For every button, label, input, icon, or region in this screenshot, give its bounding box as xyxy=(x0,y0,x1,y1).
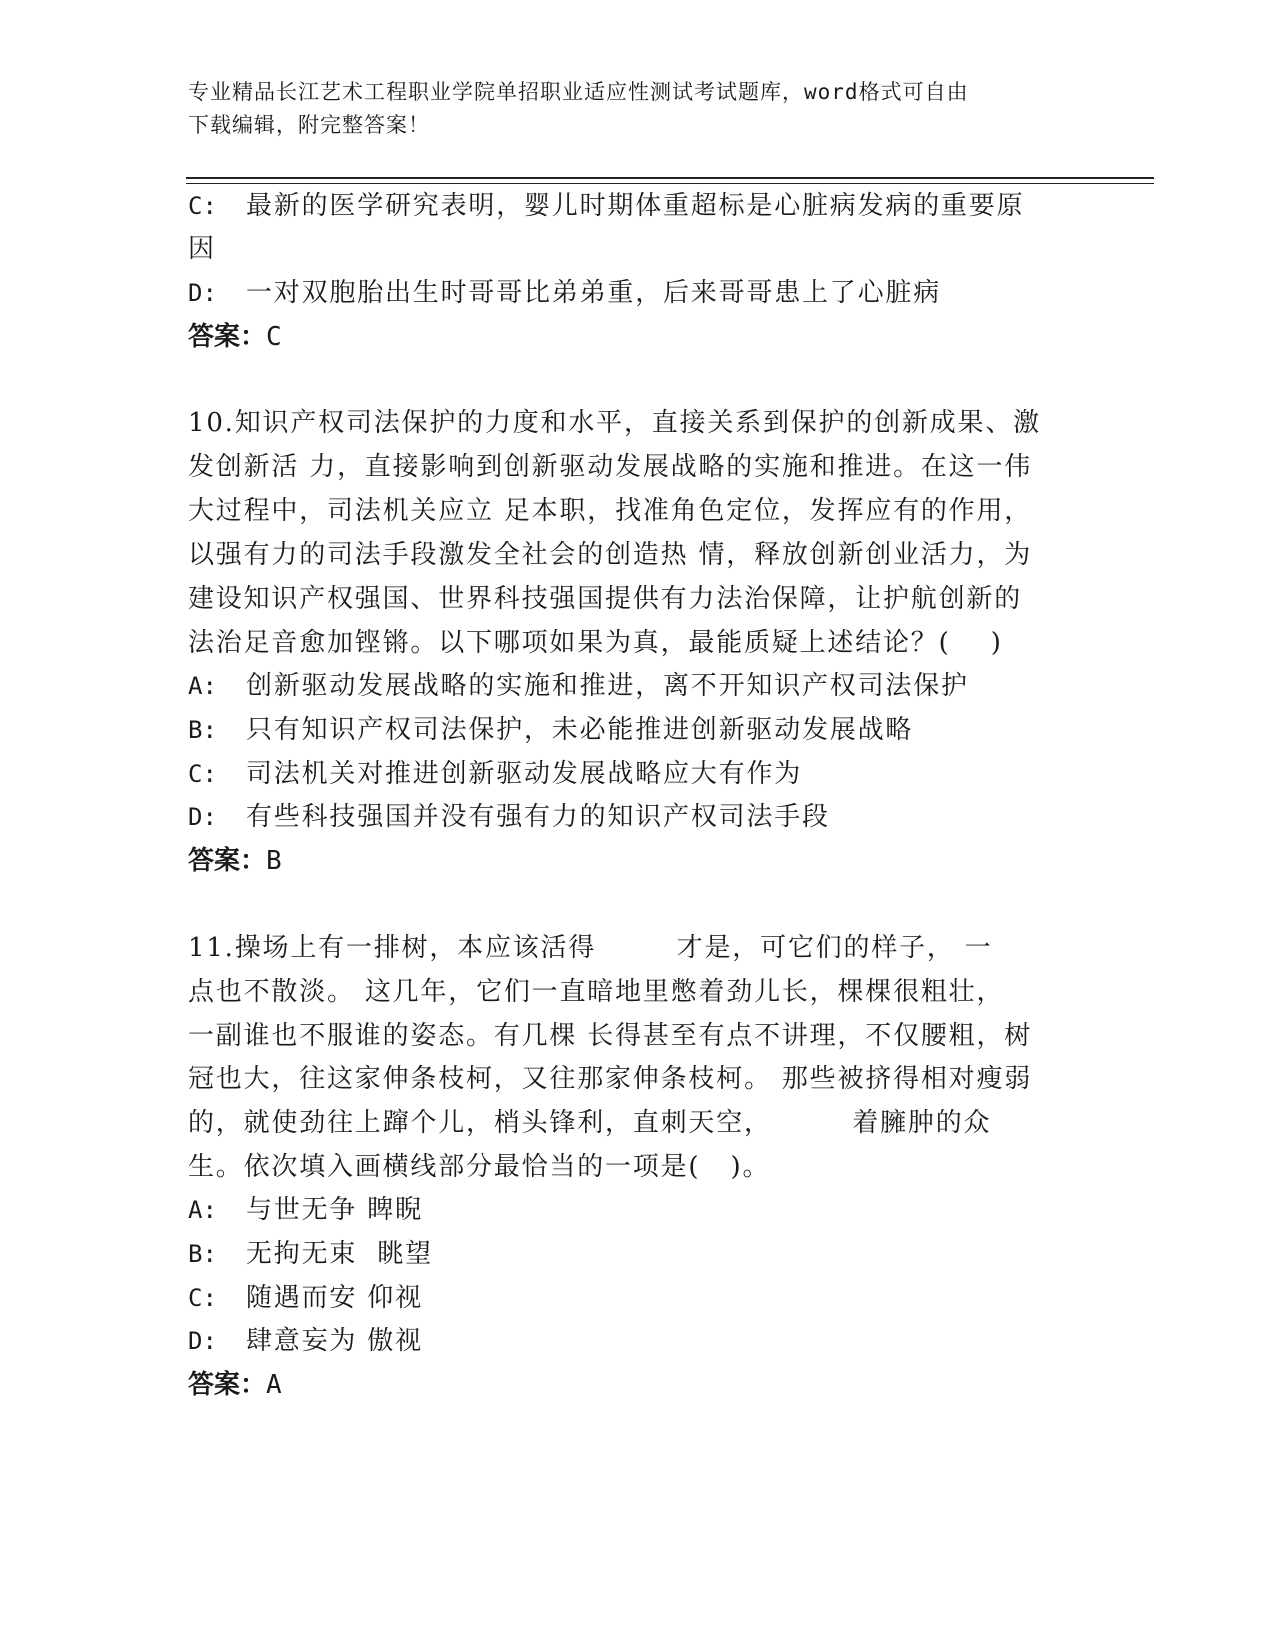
q10-stem-line-5: 建设知识产权强国、世界科技强国提供有力法治保障，让护航创新的 xyxy=(188,584,1023,614)
q9-answer xyxy=(188,322,282,352)
q10-option-b-label: B: xyxy=(188,716,217,744)
q11-option-c-label: C: xyxy=(188,1284,217,1312)
q9-option-c-text-2: 因 xyxy=(188,234,216,264)
q11-option-a-label: A: xyxy=(188,1196,217,1224)
q10-answer-value: B xyxy=(266,846,282,876)
q10-answer-label: 答案： xyxy=(188,846,267,876)
q9-option-c xyxy=(188,191,1024,221)
q10-option-a-text: 创新驱动发展战略的实施和推进，离不开知识产权司法保护 xyxy=(246,671,969,701)
q11-stem-line-5: 的，就使劲往上蹿个儿，梢头锋利，直刺天空， 着臃肿的众 xyxy=(188,1108,992,1138)
q10-option-a xyxy=(188,671,969,701)
q9-answer-label: 答案： xyxy=(188,322,267,352)
q10-answer xyxy=(188,846,282,876)
q10-stem-line-3: 大过程中，司法机关应立 足本职，找准角色定位，发挥应有的作用， xyxy=(188,496,1033,526)
q11-option-a-text: 与世无争 睥睨 xyxy=(246,1195,423,1225)
q10-option-b xyxy=(188,715,913,745)
q11-option-b-text: 无拘无束 眺望 xyxy=(246,1239,433,1269)
q10-option-c-text: 司法机关对推进创新驱动发展战略应大有作为 xyxy=(246,759,803,789)
q9-option-d-label: D: xyxy=(188,279,217,307)
q11-answer-label: 答案： xyxy=(188,1370,267,1400)
q10-option-a-label: A: xyxy=(188,672,217,700)
header-rule-thin xyxy=(186,183,1154,184)
q11-stem-line-6: 生。依次填入画横线部分最恰当的一项是( )。 xyxy=(188,1152,771,1182)
q10-option-b-text: 只有知识产权司法保护，未必能推进创新驱动发展战略 xyxy=(246,715,914,745)
header-line-1: 专业精品长江艺术工程职业学院单招职业适应性测试考试题库，word格式可自由 xyxy=(188,80,969,104)
q11-stem-line-3: 一副谁也不服谁的姿态。有几棵 长得甚至有点不讲理，不仅腰粗，树 xyxy=(188,1021,1033,1051)
q11-option-d xyxy=(188,1326,423,1356)
q11-stem-line-4: 冠也大，往这家伸条枝柯，又往那家伸条枝柯。 那些被挤得相对瘦弱 xyxy=(188,1064,1033,1094)
q9-option-d-text: 一对双胞胎出生时哥哥比弟弟重，后来哥哥患上了心脏病 xyxy=(246,278,942,308)
q10-stem-line-4: 以强有力的司法手段激发全社会的创造热 情，释放创新创业活力，为 xyxy=(188,540,1033,570)
q11-option-d-text: 肆意妄为 傲视 xyxy=(246,1326,423,1356)
q11-option-c xyxy=(188,1283,423,1313)
q10-option-c xyxy=(188,759,802,789)
header-rule-thick xyxy=(186,177,1154,179)
q9-answer-value: C xyxy=(266,322,282,352)
q9-option-d xyxy=(188,278,941,308)
q11-option-d-label: D: xyxy=(188,1327,217,1355)
q11-answer-value: A xyxy=(266,1370,282,1400)
q11-option-c-text: 随遇而安 仰视 xyxy=(246,1283,423,1313)
q10-option-c-label: C: xyxy=(188,760,217,788)
q10-option-d-text: 有些科技强国并没有强有力的知识产权司法手段 xyxy=(246,802,830,832)
header-line-2: 下载编辑，附完整答案！ xyxy=(188,113,430,137)
q10-stem-line-6: 法治足音愈加铿锵。以下哪项如果为真，最能质疑上述结论？( ) xyxy=(188,628,1003,658)
q11-option-a xyxy=(188,1195,423,1225)
q11-stem-line-2: 点也不散淡。 这几年，它们一直暗地里憋着劲儿长，棵棵很粗壮， xyxy=(188,977,1005,1007)
q10-stem-line-1: 10.知识产权司法保护的力度和水平，直接关系到保护的创新成果、激 xyxy=(188,408,1041,438)
q10-option-d xyxy=(188,802,830,832)
q11-option-b-label: B: xyxy=(188,1240,217,1268)
q11-stem-line-1: 11.操场上有一排树，本应该活得 才是，可它们的样子， 一 xyxy=(188,933,993,963)
q10-option-d-label: D: xyxy=(188,803,217,831)
q9-option-c-text-1: 最新的医学研究表明，婴儿时期体重超标是心脏病发病的重要原 xyxy=(246,191,1025,221)
q9-option-c-label: C: xyxy=(188,192,217,220)
q11-answer xyxy=(188,1370,282,1400)
q10-stem-line-2: 发创新活 力，直接影响到创新驱动发展战略的实施和推进。在这一伟 xyxy=(188,452,1033,482)
page-header xyxy=(188,76,1068,142)
q11-option-b xyxy=(188,1239,433,1269)
